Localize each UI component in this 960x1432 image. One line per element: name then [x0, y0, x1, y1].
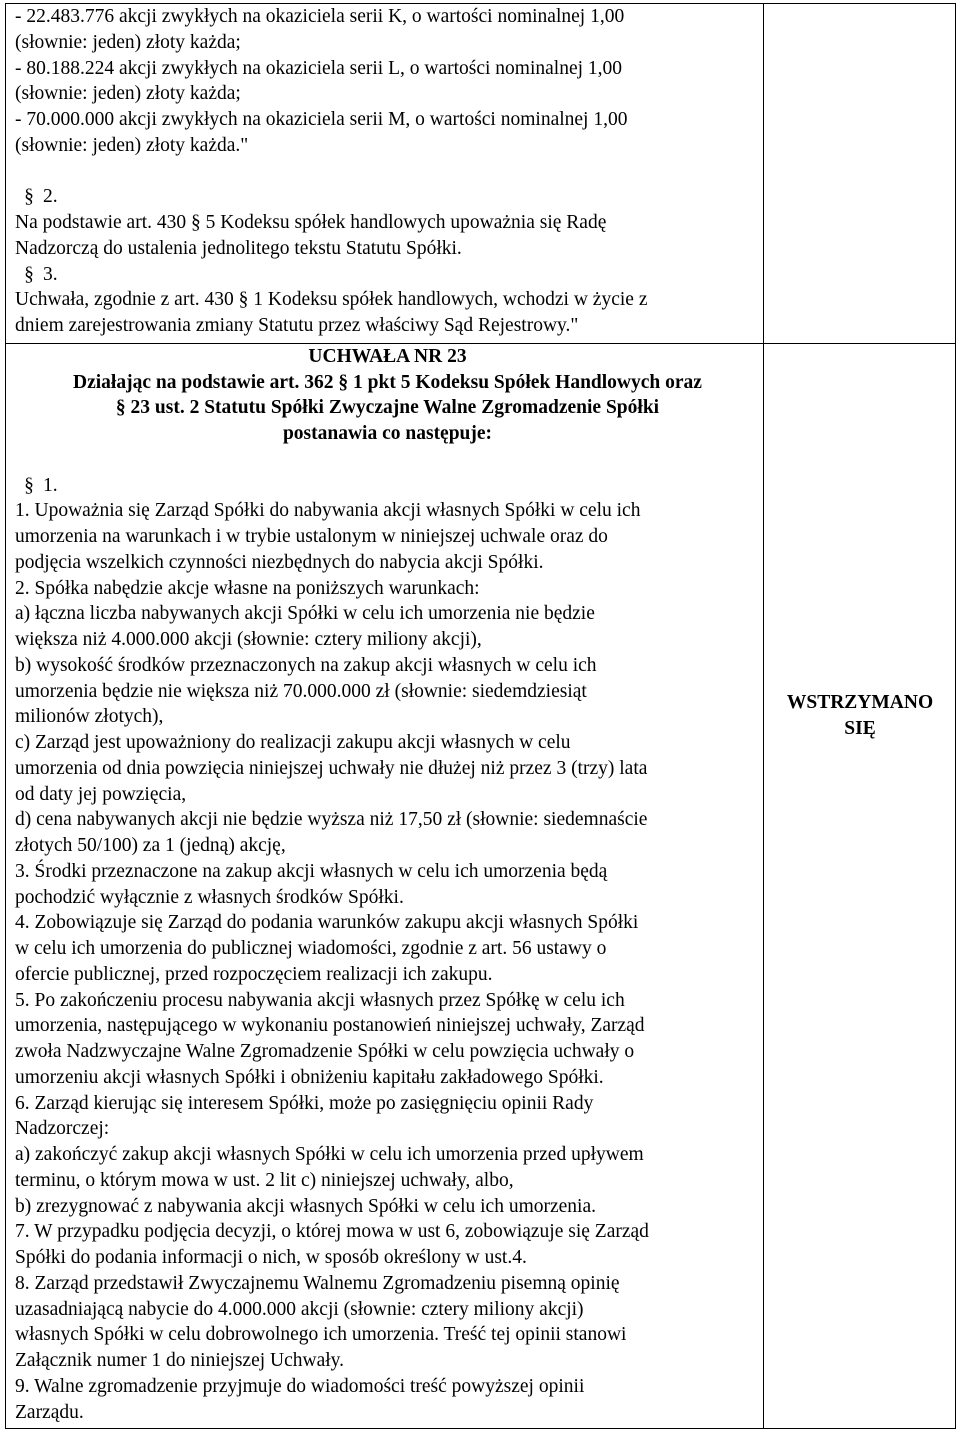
body-line: umorzenia od dnia powzięcia niniejszej uchwały nie dłużej niż przez 3 (trzy) lata: [15, 757, 648, 779]
section-number: 1.: [43, 474, 58, 496]
body-line: b) wysokość środków przeznaczonych na zakup akcji własnych w celu ich: [15, 654, 597, 676]
section-symbol: §: [24, 474, 34, 496]
body-line: zwoła Nadzwyczajne Walne Zgromadzenie Spółki w celu powzięcia uchwały o: [15, 1041, 635, 1062]
section-symbol: §: [24, 263, 34, 285]
resolution-title: UCHWAŁA NR 23: [308, 345, 467, 367]
section-symbol: §: [24, 186, 34, 208]
resolution-intro-line: Działając na podstawie art. 362 § 1 pkt 5 Kodeksu Spółek Handlowych oraz: [73, 371, 702, 393]
table-border-right: [955, 3, 956, 1429]
body-line: 9. Walne zgromadzenie przyjmuje do wiadomości treść powyższej opinii: [15, 1375, 585, 1397]
body-line: ofercie publicznej, przed rozpoczęciem realizacji ich zakupu.: [15, 963, 493, 985]
text-line: Na podstawie art. 430 § 5 Kodeksu spółek handlowych upoważnia się Radę: [15, 212, 607, 233]
resolution-23: [15, 344, 760, 1426]
section-number: 3.: [43, 263, 58, 285]
text-line: - 22.483.776 akcji zwykłych na okaziciela serii K, o wartości nominalnej 1,00: [15, 6, 625, 27]
body-line: b) zrezygnować z nabywania akcji własnych Spółki w celu ich umorzenia.: [15, 1195, 596, 1217]
resolution-intro-line: postanawia co następuje:: [282, 423, 493, 444]
body-line: podjęcia wszelkich czynności niezbędnych do nabycia akcji Spółki.: [15, 551, 544, 573]
body-line: od daty jej powzięcia,: [15, 783, 187, 805]
body-line: c) Zarząd jest upoważniony do realizacji zakupu akcji własnych w celu: [15, 732, 571, 753]
body-line: większa niż 4.000.000 akcji (słownie: cztery miliony akcji),: [15, 629, 482, 650]
body-line: 4. Zobowiązuje się Zarząd do podania warunków zakupu akcji własnych Spółki: [15, 912, 639, 934]
body-line: umorzenia, następującego w wykonaniu postanowień niniejszej uchwały, Zarząd: [15, 1015, 645, 1037]
body-line: Załącznik numer 1 do niniejszej Uchwały.: [15, 1350, 345, 1371]
column-divider: [763, 3, 764, 1429]
previous-resolution-tail: [15, 4, 760, 339]
table-border-left: [5, 3, 6, 1429]
body-line: umorzenia będzie nie większa niż 70.000.000 zł (słownie: siedemdziesiąt: [15, 680, 587, 702]
body-line: umorzeniu akcji własnych Spółki i obniżeniu kapitału zakładowego Spółki.: [15, 1066, 604, 1088]
body-line: milionów złotych),: [15, 706, 164, 728]
text-line: - 70.000.000 akcji zwykłych na okaziciela serii M, o wartości nominalnej 1,00: [15, 109, 628, 130]
body-line: 1. Upoważnia się Zarząd Spółki do nabywania akcji własnych Spółki w celu ich: [15, 500, 641, 522]
text-line: (słownie: jeden) złoty każda;: [15, 83, 241, 105]
resolution-body: [15, 498, 760, 1425]
resolution-text-column: [15, 4, 760, 1425]
body-line: złotych 50/100) za 1 (jedną) akcję,: [15, 835, 286, 856]
body-line: 3. Środki przeznaczone na zakup akcji własnych w celu ich umorzenia będą: [15, 860, 608, 882]
text-line: - 80.188.224 akcji zwykłych na okaziciela serii L, o wartości nominalnej 1,00: [15, 57, 623, 79]
body-line: Spółki do podania informacji o nich, w sposób określony w ust.4.: [15, 1247, 527, 1268]
body-line: d) cena nabywanych akcji nie będzie wyższa niż 17,50 zł (słownie: siedemnaście: [15, 809, 648, 831]
body-line: Zarządu.: [15, 1401, 84, 1423]
body-line: 5. Po zakończeniu procesu nabywania akcji własnych przez Spółkę w celu ich: [15, 989, 625, 1011]
vote-result: [787, 690, 933, 742]
text-line: Uchwała, zgodnie z art. 430 § 1 Kodeksu spółek handlowych, wchodzi w życie z: [15, 289, 648, 311]
text-line: Nadzorczą do ustalenia jednolitego tekstu Statutu Spółki.: [15, 237, 462, 259]
text-line: (słownie: jeden) złoty każda.": [15, 134, 249, 156]
body-line: umorzenia na warunkach i w trybie ustalonym w niniejszej uchwale oraz do: [15, 526, 608, 547]
vote-result-cell: [765, 3, 955, 1429]
vote-result-line: SIĘ: [844, 718, 876, 739]
body-line: własnych Spółki w celu dobrowolnego ich umorzenia. Treść tej opinii stanowi: [15, 1324, 627, 1346]
section-3-heading: [15, 262, 760, 288]
body-line: 8. Zarząd przedstawił Zwyczajnemu Walnemu Zgromadzeniu pisemną opinię: [15, 1272, 620, 1294]
text-line: (słownie: jeden) złoty każda;: [15, 31, 241, 53]
text-line: dniem zarejestrowania zmiany Statutu przez właściwy Sąd Rejestrowy.": [15, 315, 579, 336]
vote-result-line: WSTRZYMANO: [786, 692, 934, 713]
body-line: w celu ich umorzenia do publicznej wiadomości, zgodnie z art. 56 ustawy o: [15, 938, 607, 959]
body-line: a) zakończyć zakup akcji własnych Spółki w celu ich umorzenia przed upływem: [15, 1144, 644, 1165]
section-1-heading: [15, 473, 760, 499]
body-line: 2. Spółka nabędzie akcje własne na poniższych warunkach:: [15, 577, 480, 599]
body-line: Nadzorczej:: [15, 1118, 110, 1140]
section-number: 2.: [43, 186, 58, 208]
body-line: 7. W przypadku podjęcia decyzji, o której mowa w ust 6, zobowiązuje się Zarząd: [15, 1221, 649, 1243]
resolution-intro-line: § 23 ust. 2 Statutu Spółki Zwyczajne Walne Zgromadzenie Spółki: [115, 397, 660, 419]
body-line: 6. Zarząd kierując się interesem Spółki, może po zasięgnięciu opinii Rady: [15, 1092, 594, 1114]
body-line: a) łączna liczba nabywanych akcji Spółki w celu ich umorzenia nie będzie: [15, 603, 595, 625]
body-line: uzasadniającą nabycie do 4.000.000 akcji (słownie: cztery miliony akcji): [15, 1298, 584, 1320]
body-line: terminu, o którym mowa w ust. 2 lit c) niniejszej uchwały, albo,: [15, 1169, 514, 1191]
body-line: pochodzić wyłącznie z własnych środków Spółki.: [15, 886, 404, 908]
section-2-heading: [15, 184, 760, 210]
